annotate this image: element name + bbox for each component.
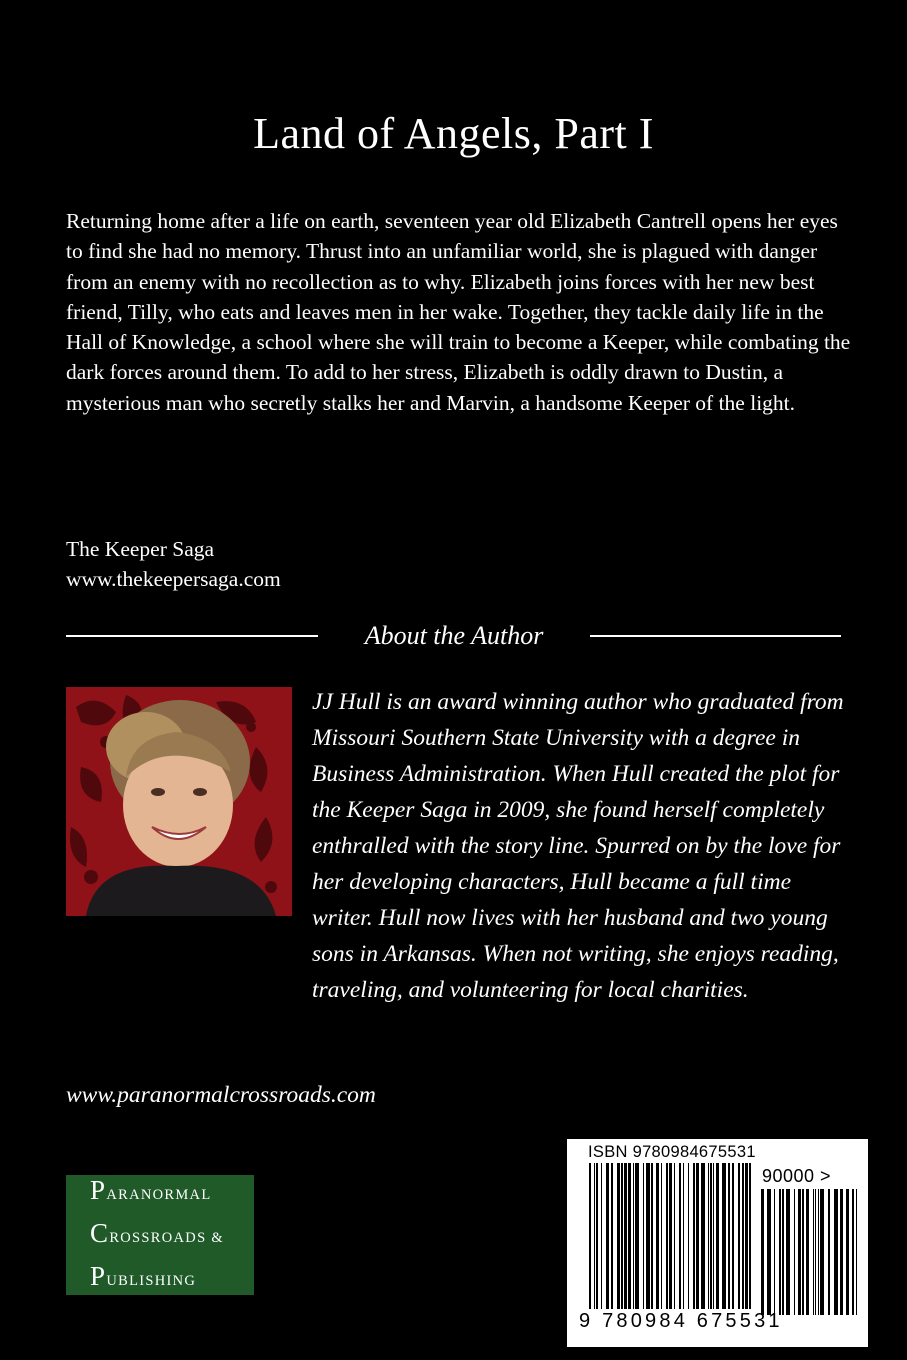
barcode-bar: [683, 1163, 684, 1309]
barcode-bar: [611, 1163, 613, 1309]
barcode-bar: [679, 1163, 681, 1309]
publisher-line-1-rest: ARANORMAL: [106, 1187, 212, 1203]
barcode-bar: [738, 1163, 740, 1309]
barcode-bar: [834, 1189, 838, 1315]
divider-left: [66, 635, 318, 637]
series-info: [66, 534, 281, 594]
publisher-line-2-rest: ROSSROADS &: [109, 1230, 224, 1246]
book-blurb: [66, 206, 856, 418]
isbn-label: ISBN 9780984675531: [588, 1143, 756, 1161]
barcode-bar: [713, 1163, 714, 1309]
barcode-bar: [815, 1189, 816, 1315]
barcode-bar: [722, 1163, 726, 1309]
photo-wrap-spacer: [66, 684, 312, 974]
barcode-bar: [710, 1163, 712, 1309]
barcode-bar: [813, 1189, 814, 1315]
barcode-bar: [656, 1163, 659, 1309]
isbn-barcode: [567, 1139, 868, 1347]
barcode-bar: [643, 1163, 644, 1309]
barcode-bar: [786, 1189, 790, 1315]
barcode-bar: [806, 1189, 809, 1315]
barcode-bar: [674, 1163, 675, 1309]
ean-digits: 9 780984 675531: [579, 1310, 783, 1332]
publisher-line-2: [90, 1218, 224, 1249]
barcode-bar: [779, 1189, 781, 1315]
barcode-bar: [617, 1163, 620, 1309]
barcode-bar: [601, 1163, 602, 1309]
barcode-bar: [767, 1189, 771, 1315]
publisher-line-3: [90, 1261, 196, 1292]
barcode-bar: [742, 1163, 744, 1309]
barcode-bar: [594, 1163, 595, 1309]
barcode-bar: [621, 1163, 623, 1309]
barcode-bar: [701, 1163, 705, 1309]
barcode-bar: [661, 1163, 662, 1309]
series-name: The Keeper Saga: [66, 537, 215, 561]
barcode-bar: [651, 1163, 653, 1309]
barcode-bar: [856, 1189, 857, 1315]
barcode-bar: [693, 1163, 695, 1309]
publisher-line-3-cap: P: [90, 1261, 107, 1291]
barcode-bar: [732, 1163, 734, 1309]
publisher-logo: [66, 1175, 254, 1295]
barcode-bar: [696, 1163, 699, 1309]
barcode-bar: [802, 1189, 804, 1315]
barcode-bar: [840, 1189, 843, 1315]
barcode-bar: [624, 1163, 627, 1309]
author-bio: [66, 684, 856, 1008]
book-title: Land of Angels, Part I: [253, 109, 654, 158]
barcode-bar: [646, 1163, 650, 1309]
price-code: 90000 >: [762, 1166, 832, 1186]
publisher-line-2-cap: C: [90, 1218, 110, 1248]
blurb-text: Returning home after a life on earth, seventeen year old Elizabeth Cantrell opens her eyes to find she had no memory. Thrust into an unfamiliar world, she is plagued with danger from an enemy with no recollection as to why. Elizabeth joins forces with her new best friend, Tilly, who eats and leaves men in her wake. Together, they tackle daily life in the Hall of Knowledge, a school where she will train to become a Keeper, while combating the dark forces around them. To add to her stress, Elizabeth is oddly drawn to Dustin, a mysterious man who secretly stalks her and Marvin, a handsome Keeper of the light.: [66, 209, 851, 415]
author-website-link[interactable]: www.paranormalcrossroads.com: [66, 1082, 376, 1108]
publisher-line-1-cap: P: [90, 1175, 107, 1205]
barcode-bar: [828, 1189, 830, 1315]
barcode-bar: [708, 1163, 709, 1309]
barcode-bar: [688, 1163, 689, 1309]
barcode-bar: [852, 1189, 854, 1315]
publisher-line-1: [90, 1175, 211, 1206]
barcode-bar: [745, 1163, 748, 1309]
barcode-bar: [749, 1163, 751, 1309]
barcode-bar: [774, 1189, 775, 1315]
barcode-bar: [716, 1163, 719, 1309]
barcode-bar: [798, 1189, 801, 1315]
barcode-bar: [782, 1189, 784, 1315]
barcode-bar: [818, 1189, 819, 1315]
barcode-bar: [728, 1163, 730, 1309]
barcode-bar: [628, 1163, 631, 1309]
barcode-bar: [794, 1189, 795, 1315]
barcode-bar: [846, 1189, 849, 1315]
barcode-bar: [666, 1163, 668, 1309]
barcode-bar: [596, 1163, 598, 1309]
series-url: www.thekeepersaga.com: [66, 567, 281, 591]
barcode-bar: [606, 1163, 609, 1309]
barcode-bar: [589, 1163, 591, 1309]
publisher-line-3-rest: UBLISHING: [106, 1273, 197, 1289]
barcode-bar: [633, 1163, 634, 1309]
barcode-bar: [820, 1189, 824, 1315]
about-author-heading: About the Author: [364, 621, 544, 650]
author-bio-text: JJ Hull is an award winning author who graduated from Missouri Southern State University with a degree in Business Administration. When Hull created the plot for the Keeper Saga in 2009, she found herself completely enthralled with the story line. Spurred on by the love for her developing characters, Hull became a full time writer. Hull now lives with her husband and two young sons in Arkansas. When not writing, she enjoys reading, traveling, and volunteering for local charities.: [312, 689, 844, 1003]
barcode-bar: [761, 1189, 764, 1315]
barcode-bar: [669, 1163, 672, 1309]
divider-right: [590, 635, 841, 637]
barcode-bar: [635, 1163, 639, 1309]
